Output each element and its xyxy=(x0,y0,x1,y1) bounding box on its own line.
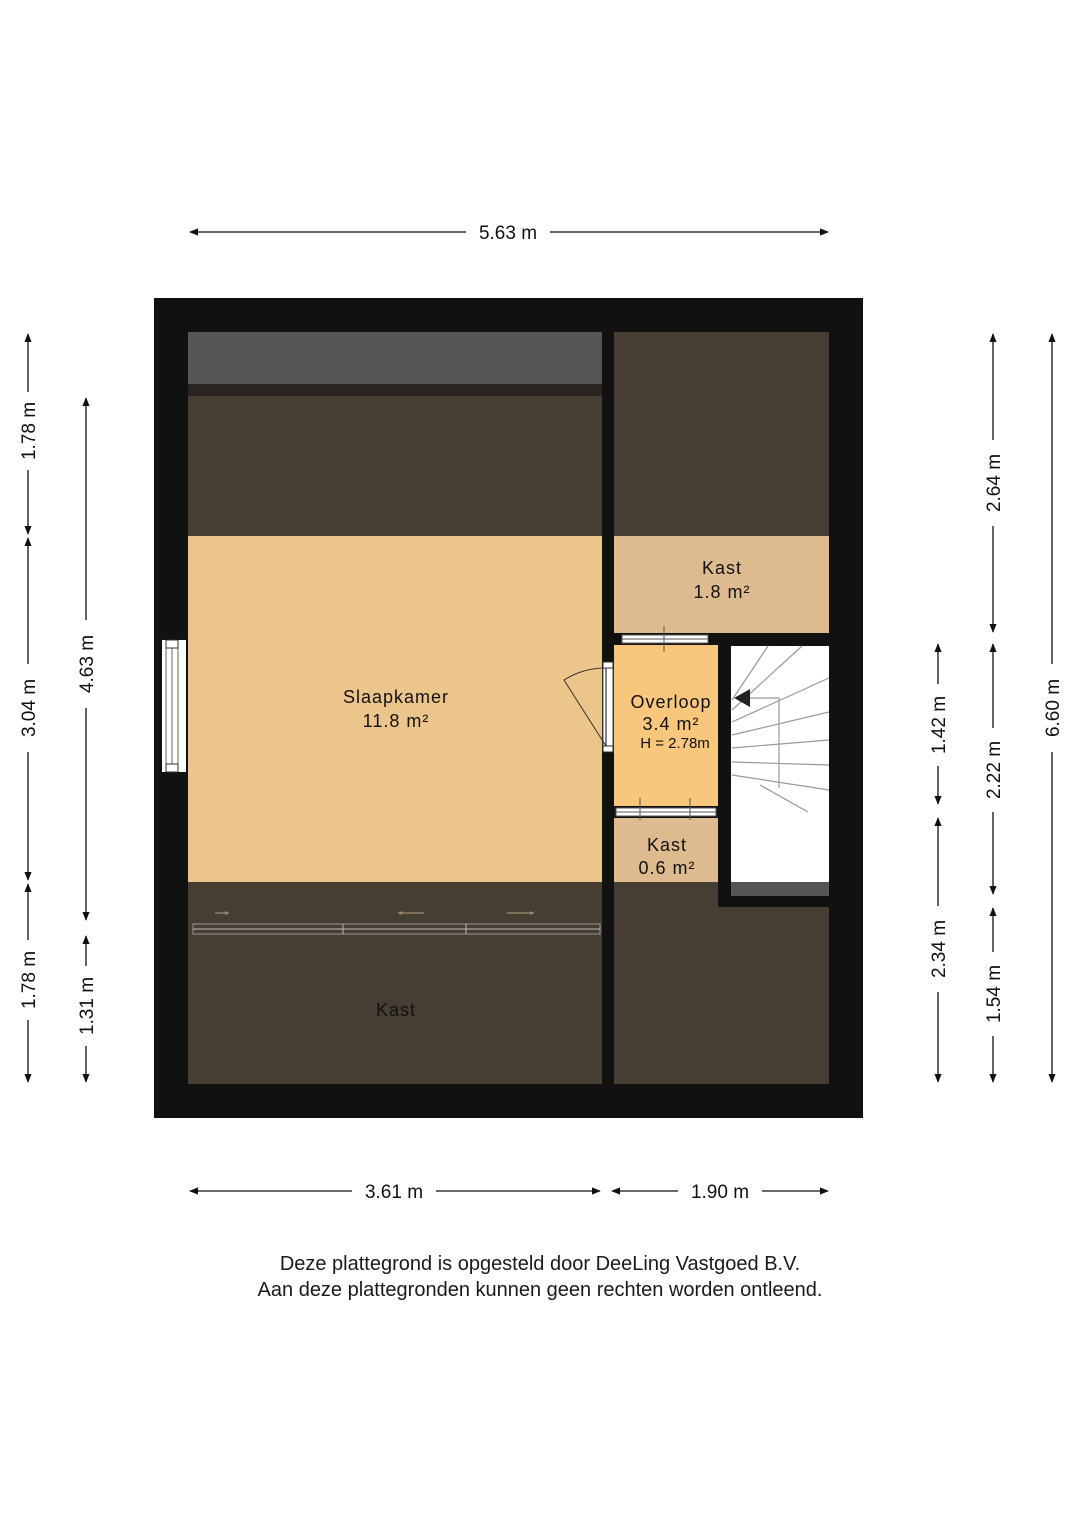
wall-stair-bottom xyxy=(718,896,829,907)
kast-top-area: 1.8 m² xyxy=(693,582,751,602)
dim-right-inner-1: 1.42 m xyxy=(929,695,950,755)
skylight-top-left xyxy=(188,332,602,384)
low-ceiling-bottom-right xyxy=(614,907,829,1084)
kast-small-area: 0.6 m² xyxy=(638,858,696,878)
window-left xyxy=(162,640,186,772)
slaapkamer-floor xyxy=(188,536,602,882)
wall-overloop-stair xyxy=(718,645,731,907)
overloop-height: H = 2.78m xyxy=(640,735,710,752)
low-ceiling-top-right xyxy=(614,332,829,536)
dim-bottom-left: 3.61 m xyxy=(364,1182,424,1203)
low-ceiling-bottom-left xyxy=(188,882,602,1084)
footer-line-1: Deze plattegrond is opgesteld door DeeLing Vastgoed B.V. xyxy=(279,1253,801,1275)
stairwell-skylight xyxy=(731,882,829,896)
kast-top-name: Kast xyxy=(701,558,743,578)
dim-left-outer-2: 3.04 m xyxy=(19,678,40,738)
kast-bottom-name: Kast xyxy=(375,1000,417,1020)
footer-line-2: Aan deze plattegronden kunnen geen rechten worden ontleend. xyxy=(257,1279,823,1301)
slaapkamer-name: Slaapkamer xyxy=(342,687,450,707)
overloop-area: 3.4 m² xyxy=(642,714,700,734)
dim-right-middle-1: 2.64 m xyxy=(984,453,1005,513)
dim-left-outer-1: 1.78 m xyxy=(19,401,40,461)
dim-top-width: 5.63 m xyxy=(478,223,538,244)
slaapkamer-area: 11.8 m² xyxy=(362,711,430,731)
dim-right-middle-2: 2.22 m xyxy=(984,740,1005,800)
dim-right-outer: 6.60 m xyxy=(1043,678,1064,738)
dim-bottom-right: 1.90 m xyxy=(690,1182,750,1203)
kast-small-lower xyxy=(614,882,718,907)
kast-small-name: Kast xyxy=(646,835,688,855)
dim-left-inner-2: 1.31 m xyxy=(77,976,98,1036)
overloop-name: Overloop xyxy=(630,692,712,712)
dim-left-outer-3: 1.78 m xyxy=(19,950,40,1010)
dim-left-inner-1: 4.63 m xyxy=(77,634,98,694)
dim-right-inner-2: 2.34 m xyxy=(929,919,950,979)
skylight-edge xyxy=(188,384,602,396)
dim-right-middle-3: 1.54 m xyxy=(984,964,1005,1024)
